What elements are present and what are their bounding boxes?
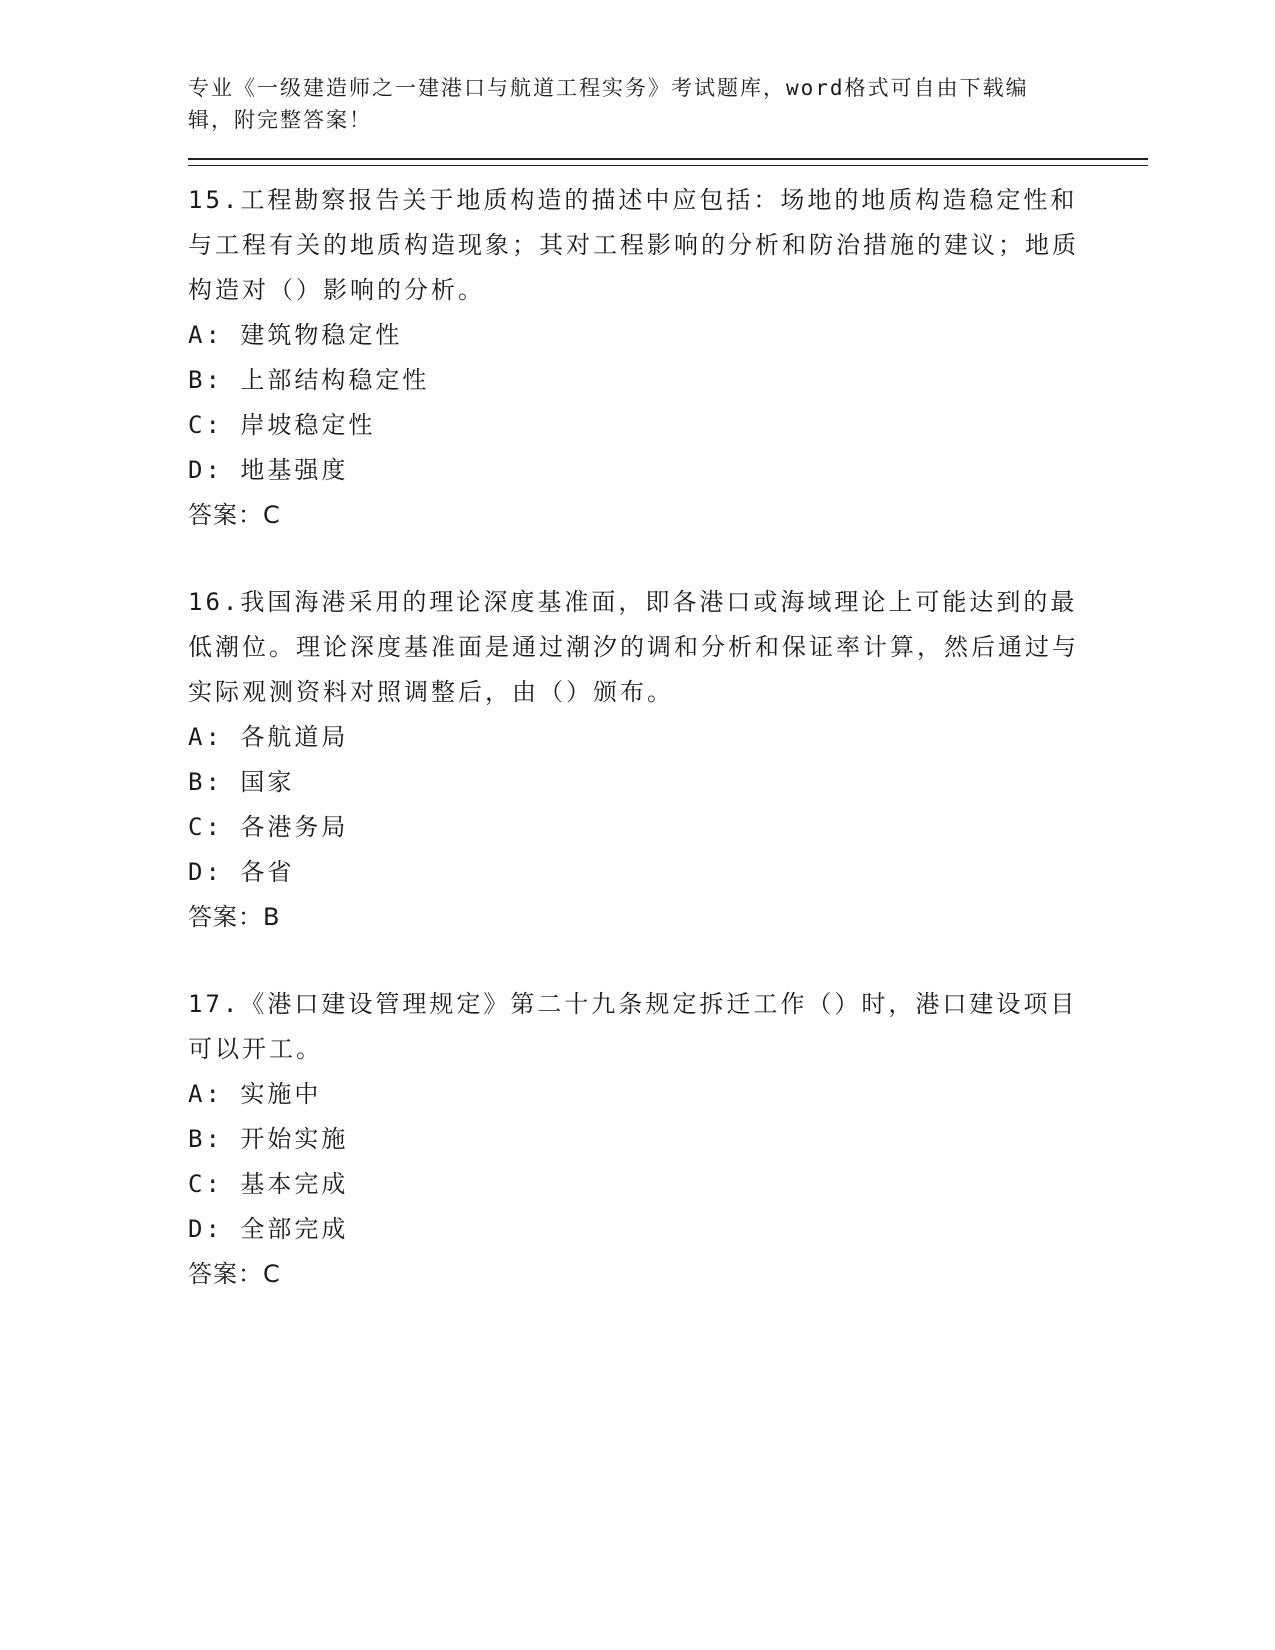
- question-16: [188, 580, 1148, 940]
- document-header: 专业《一级建造师之一建港口与航道工程实务》考试题库，word格式可自由下载编辑，附完整答案！: [188, 76, 1029, 132]
- option-c: C: 各港务局: [188, 813, 349, 841]
- question-17: [188, 982, 1148, 1297]
- question-stem: 17.《港口建设管理规定》第二十九条规定拆迁工作（）时，港口建设项目可以开工。: [188, 990, 1078, 1063]
- question-15: [188, 178, 1148, 538]
- answer-line: 答案：C: [188, 501, 281, 529]
- option-b: B: 国家: [188, 768, 295, 796]
- option-a: A: 各航道局: [188, 723, 349, 751]
- header-divider: [188, 158, 1148, 166]
- answer-line: 答案：C: [188, 1260, 281, 1288]
- option-d: D: 各省: [188, 858, 295, 886]
- option-c: C: 基本完成: [188, 1170, 349, 1198]
- option-b: B: 开始实施: [188, 1125, 349, 1153]
- answer-line: 答案：B: [188, 903, 281, 931]
- option-a: A: 建筑物稳定性: [188, 321, 403, 349]
- question-stem: 15.工程勘察报告关于地质构造的描述中应包括：场地的地质构造稳定性和与工程有关的地质构造现象；其对工程影响的分析和防治措施的建议；地质构造对（）影响的分析。: [188, 186, 1079, 304]
- document-page: [188, 72, 1148, 1339]
- question-stem: 16.我国海港采用的理论深度基准面，即各港口或海域理论上可能达到的最低潮位。理论深度基准面是通过潮汐的调和分析和保证率计算，然后通过与实际观测资料对照调整后，由（）颁布。: [188, 588, 1079, 706]
- question-list: [188, 178, 1148, 1297]
- option-a: A: 实施中: [188, 1080, 322, 1108]
- option-c: C: 岸坡稳定性: [188, 411, 376, 439]
- option-d: D: 地基强度: [188, 456, 349, 484]
- option-d: D: 全部完成: [188, 1215, 349, 1243]
- option-b: B: 上部结构稳定性: [188, 366, 430, 394]
